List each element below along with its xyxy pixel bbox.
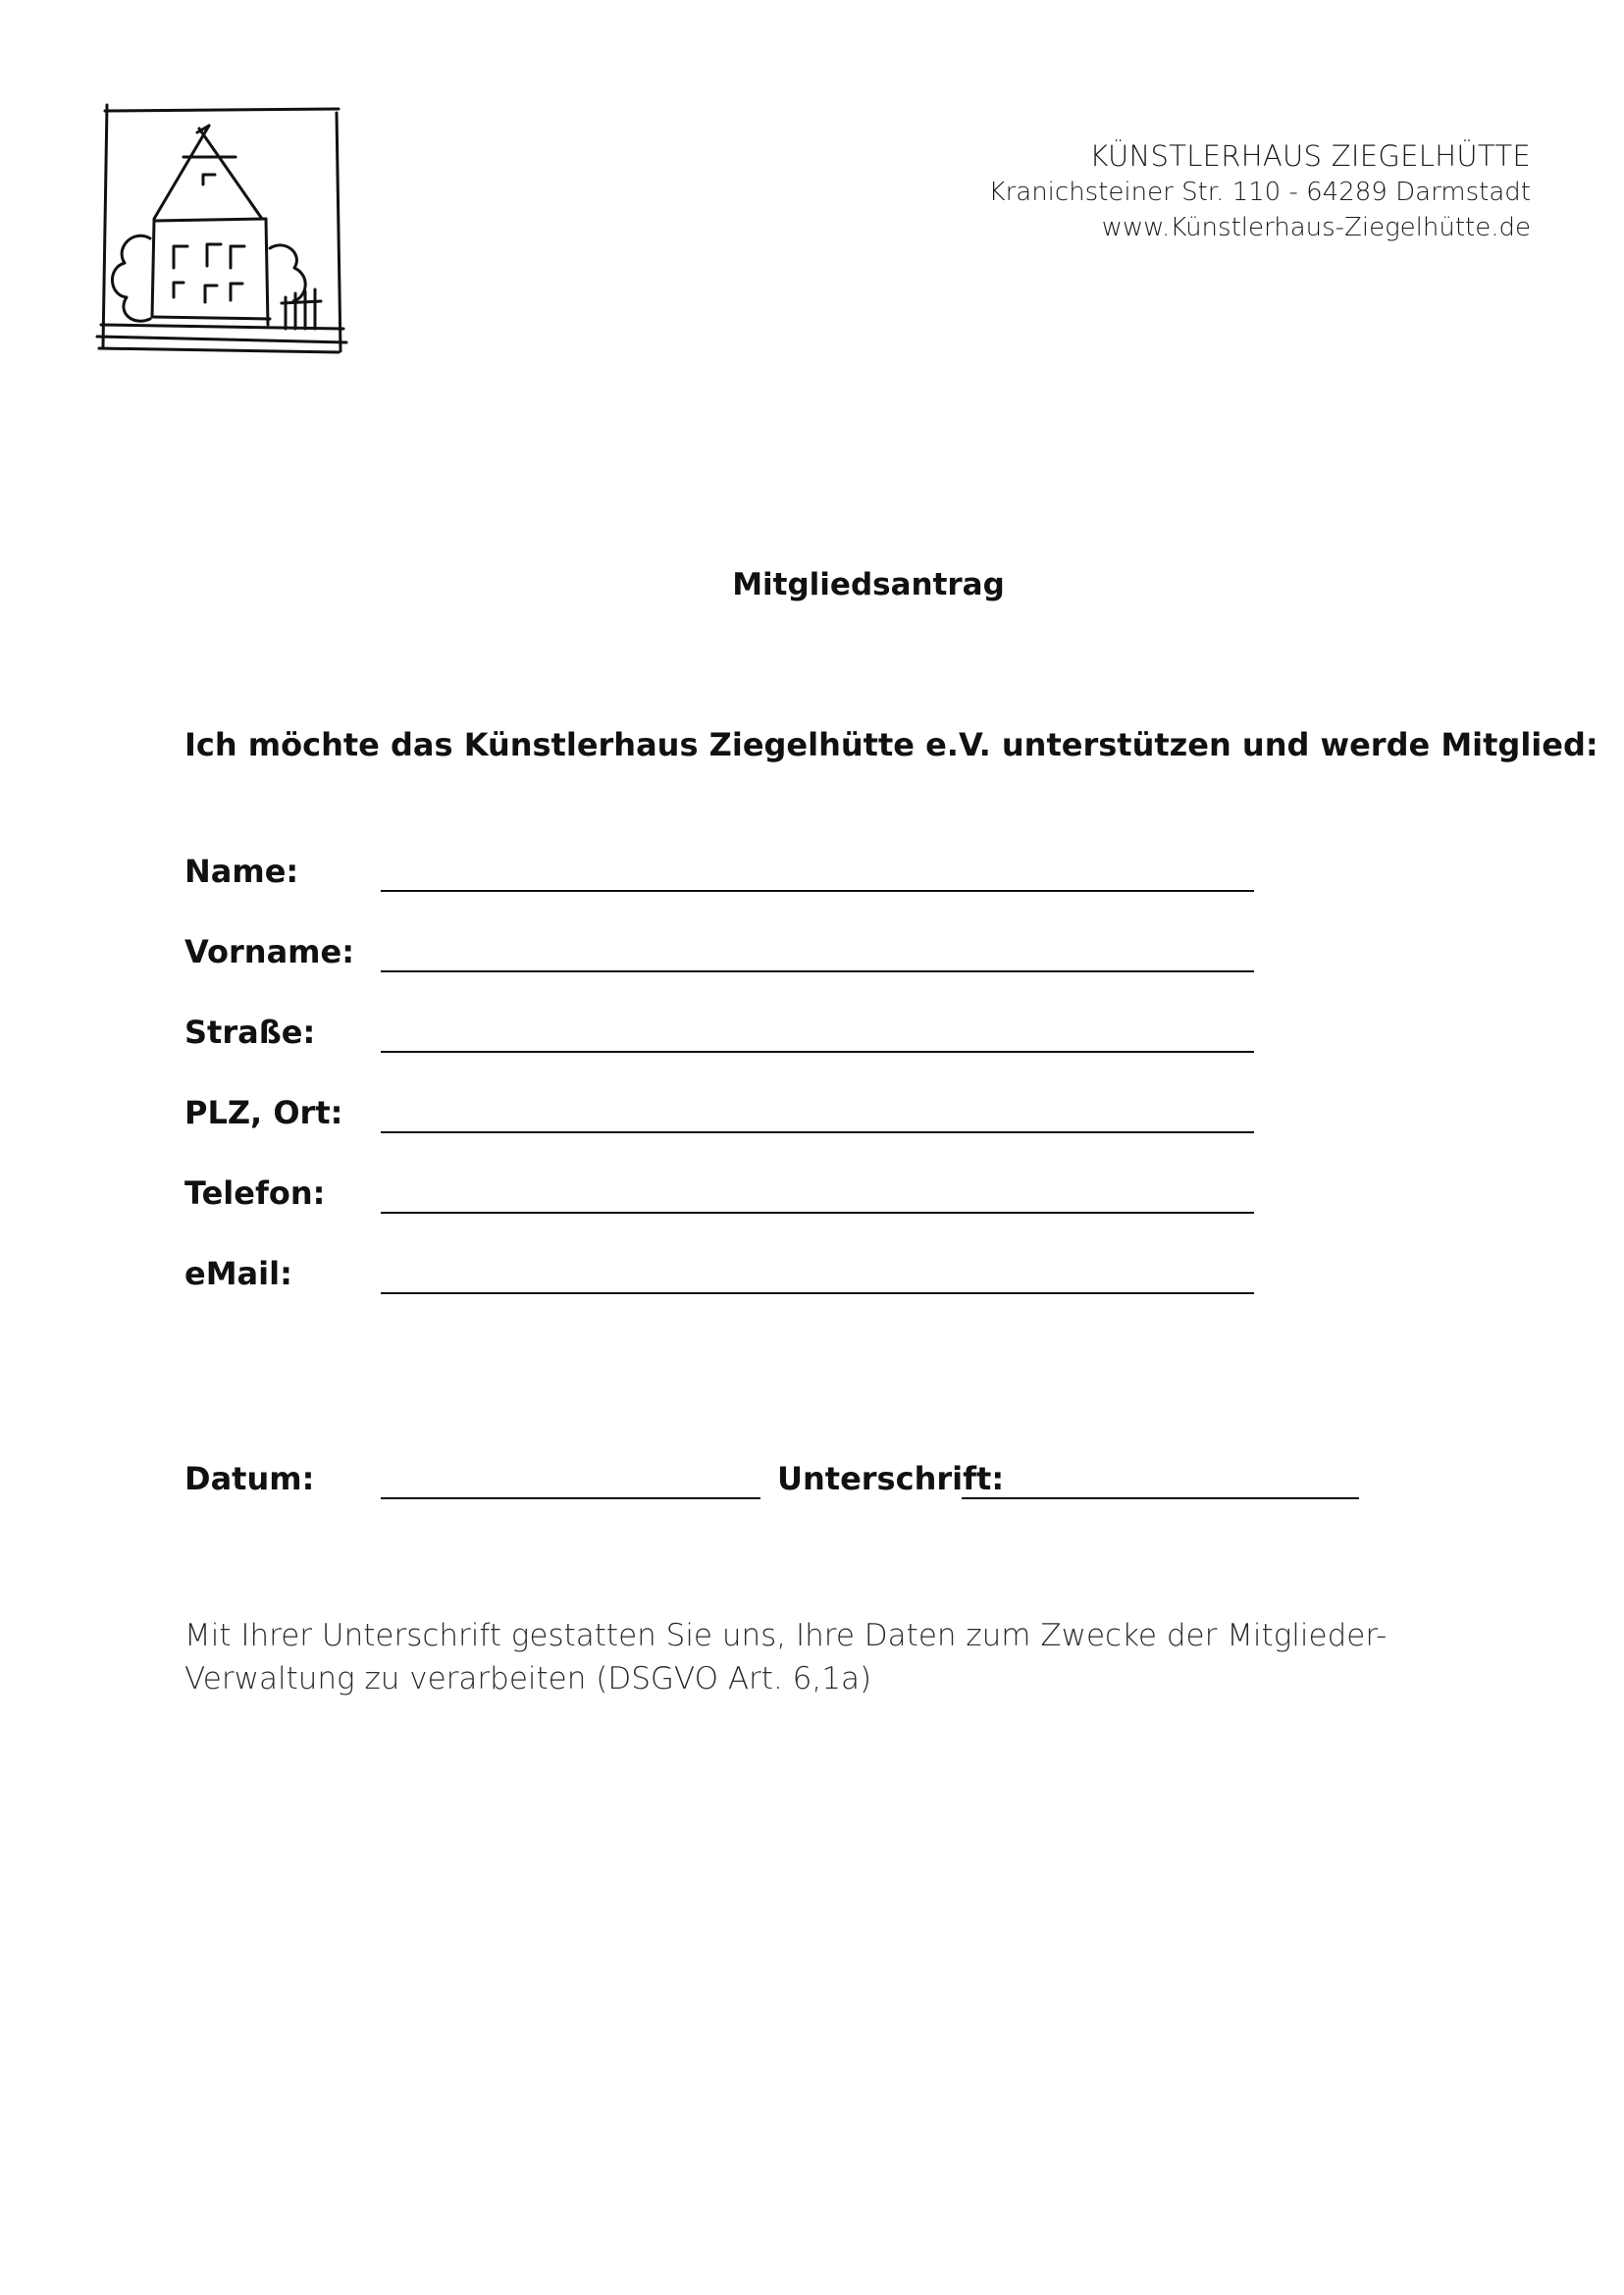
consent-line-1: Mit Ihrer Unterschrift gestatten Sie uns, Ihre Daten zum Zwecke der Mitglieder- (184, 1618, 1388, 1653)
strasse-label: Straße: (184, 1014, 316, 1051)
signature-label: Unterschrift: (777, 1460, 1005, 1497)
plz-ort-label: PLZ, Ort: (184, 1094, 343, 1131)
signature-row (184, 1457, 1362, 1506)
plz-ort-field-row (184, 1091, 1264, 1140)
intro-statement: Ich möchte das Künstlerhaus Ziegelhütte e.V. unterstützen und werde Mitglied: (184, 726, 1598, 763)
logo (93, 101, 353, 356)
name-field-row (184, 850, 1264, 899)
organization-address: Kranichsteiner Str. 110 - 64289 Darmstadt (988, 178, 1531, 207)
telefon-field-row (184, 1172, 1264, 1221)
vorname-field-row (184, 930, 1264, 979)
document-title: Mitgliedsantrag (732, 567, 1005, 602)
name-label: Name: (184, 853, 299, 890)
date-label: Datum: (184, 1460, 315, 1497)
privacy-consent-note (184, 1614, 1460, 1700)
signature-fill-line[interactable] (962, 1497, 1359, 1499)
house-sketch-logo-icon (93, 101, 353, 356)
email-label: eMail: (184, 1255, 292, 1292)
plz-ort-fill-line[interactable] (381, 1131, 1254, 1133)
name-fill-line[interactable] (381, 890, 1254, 892)
email-fill-line[interactable] (381, 1292, 1254, 1294)
vorname-label: Vorname: (184, 933, 354, 970)
email-field-row (184, 1252, 1264, 1301)
strasse-field-row (184, 1011, 1264, 1060)
consent-line-2: Verwaltung zu verarbeiten (DSGVO Art. 6,1a) (184, 1661, 872, 1696)
telefon-fill-line[interactable] (381, 1212, 1254, 1214)
organization-header (844, 137, 1531, 245)
organization-website: www.Künstlerhaus-Ziegelhütte.de (1101, 213, 1531, 242)
organization-name: KÜNSTLERHAUS ZIEGELHÜTTE (1089, 139, 1531, 173)
strasse-fill-line[interactable] (381, 1051, 1254, 1053)
vorname-fill-line[interactable] (381, 970, 1254, 972)
telefon-label: Telefon: (184, 1174, 326, 1212)
date-fill-line[interactable] (381, 1497, 760, 1499)
